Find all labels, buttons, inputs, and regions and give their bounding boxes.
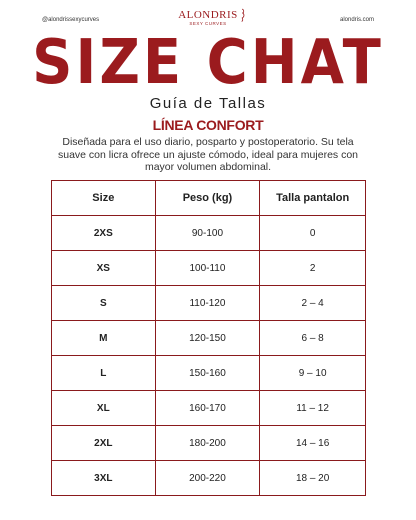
size-cell: 2XS xyxy=(52,216,156,251)
table-row xyxy=(52,251,366,286)
table-row xyxy=(52,391,366,426)
size-cell: M xyxy=(52,321,156,356)
size-cell: XL xyxy=(52,391,156,426)
table-row xyxy=(52,321,366,356)
header-pant-size: Talla pantalon xyxy=(260,181,366,216)
social-handle: @alondrissexycurves xyxy=(42,17,100,23)
product-description: Diseñada para el uso diario, posparto y postoperatorio. Su tela suave con licra ofrece un ajuste cómodo, ideal para mujeres con mayor volumen abdominal. xyxy=(58,136,358,173)
weight-cell: 110-120 xyxy=(155,286,260,321)
size-table xyxy=(51,180,366,496)
silhouette-icon xyxy=(237,8,247,22)
pant-size-cell: 14 – 16 xyxy=(260,426,366,461)
pant-size-cell: 9 – 10 xyxy=(260,356,366,391)
weight-cell: 90-100 xyxy=(155,216,260,251)
size-cell: 3XL xyxy=(52,461,156,496)
pant-size-cell: 0 xyxy=(260,216,366,251)
table-row xyxy=(52,356,366,391)
weight-cell: 120-150 xyxy=(155,321,260,356)
table-header-row xyxy=(52,181,366,216)
size-cell: XS xyxy=(52,251,156,286)
page-subtitle: Guía de Tallas xyxy=(149,95,267,112)
weight-cell: 180-200 xyxy=(155,426,260,461)
size-cell: L xyxy=(52,356,156,391)
size-cell: S xyxy=(52,286,156,321)
logo-name: ALONDRIS xyxy=(178,9,238,21)
brand-logo xyxy=(178,10,238,27)
weight-cell: 100-110 xyxy=(155,251,260,286)
pant-size-cell: 2 – 4 xyxy=(260,286,366,321)
pant-size-cell: 6 – 8 xyxy=(260,321,366,356)
page-title: SIZE CHAT xyxy=(32,26,384,99)
weight-cell: 160-170 xyxy=(155,391,260,426)
logo-tagline: SEXY CURVES xyxy=(189,21,227,26)
pant-size-cell: 2 xyxy=(260,251,366,286)
header-size: Size xyxy=(52,181,156,216)
table-row xyxy=(52,461,366,496)
website-url: alondris.com xyxy=(339,17,374,23)
pant-size-cell: 11 – 12 xyxy=(260,391,366,426)
size-cell: 2XL xyxy=(52,426,156,461)
header-weight: Peso (kg) xyxy=(155,181,260,216)
weight-cell: 200-220 xyxy=(155,461,260,496)
table-row xyxy=(52,286,366,321)
weight-cell: 150-160 xyxy=(155,356,260,391)
table-row xyxy=(52,426,366,461)
table-row xyxy=(52,216,366,251)
pant-size-cell: 18 – 20 xyxy=(260,461,366,496)
product-line-title: LÍNEA CONFORT xyxy=(152,117,264,133)
